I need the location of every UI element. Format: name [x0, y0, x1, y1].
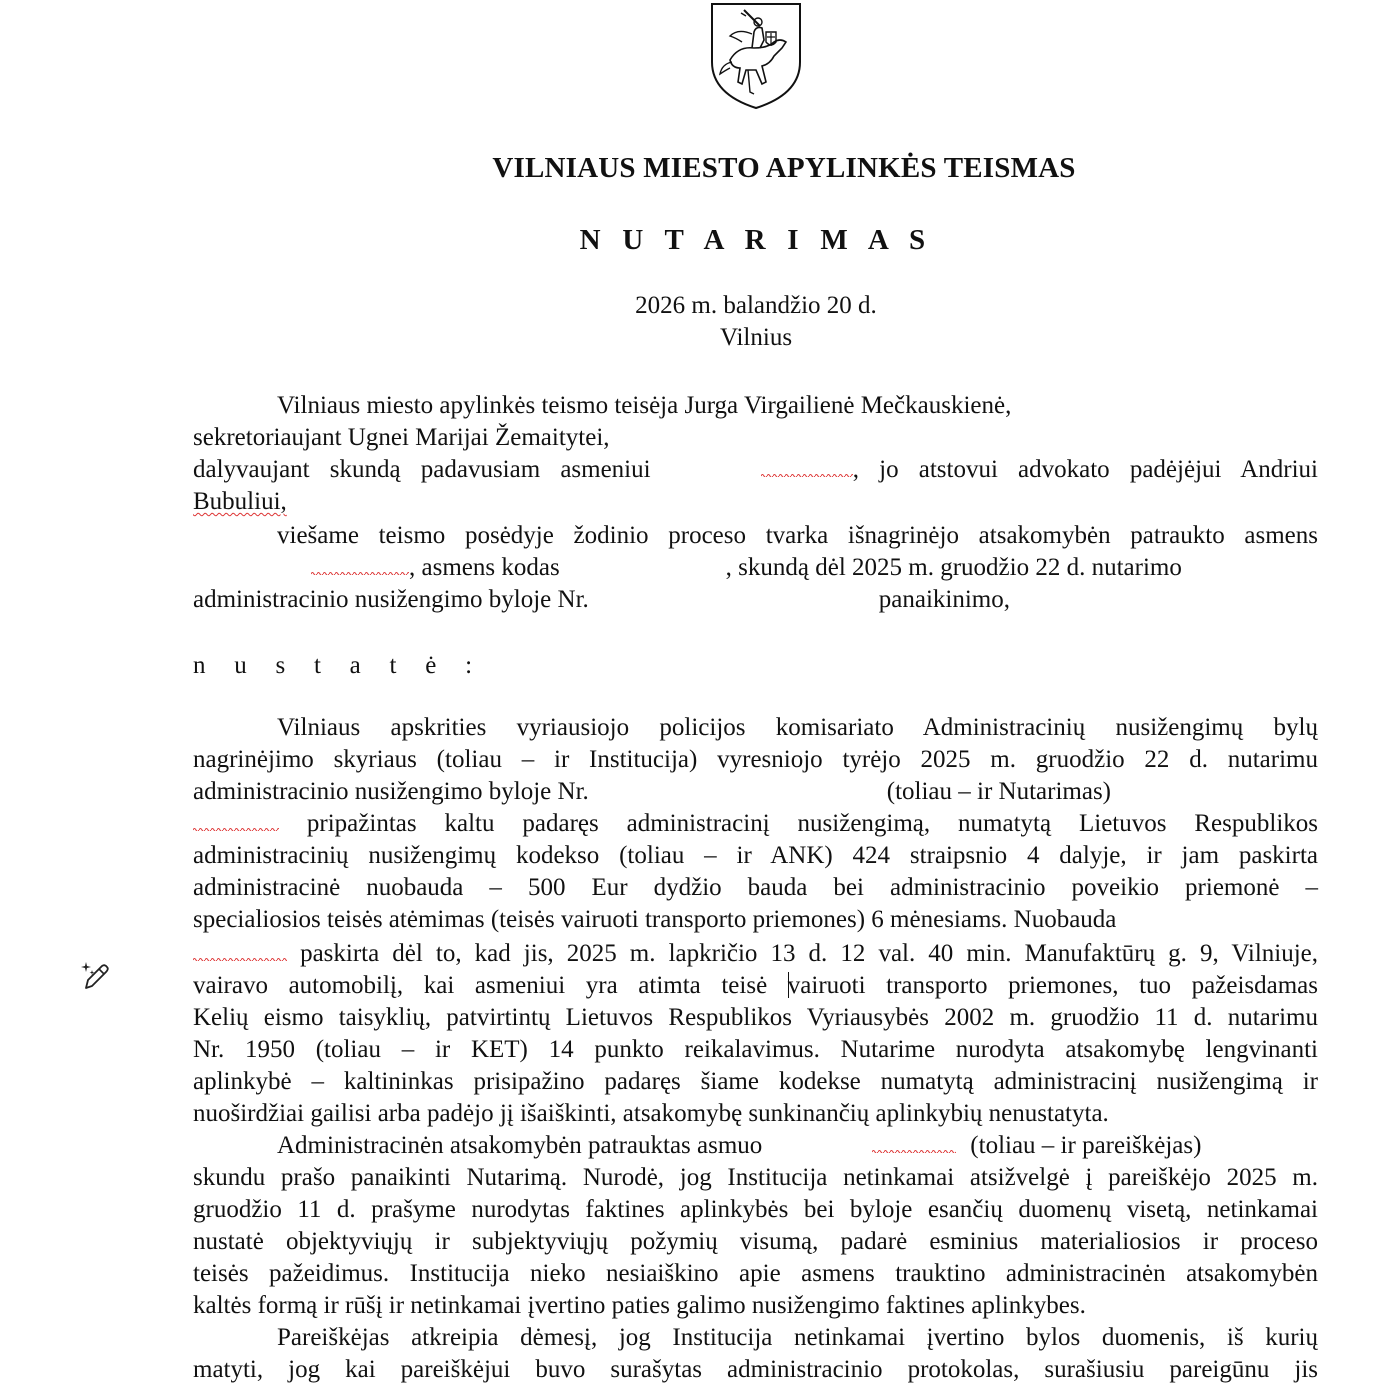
intro-text: , asmens kodas [409, 554, 560, 581]
body-line: aplinkybė – kaltininkas prisipažino padaręs šiame kodekse numatytą administracinį nusižengimą ir [193, 1068, 1318, 1095]
body-line: nuoširdžiai gailisi arba padėjo jį išaiškinti, atsakomybę sunkinančių aplinkybių nenustatyta. [193, 1100, 1109, 1127]
body-line: nagrinėjimo skyriaus (toliau – ir Institucija) vyresniojo tyrėjo 2025 m. gruodžio 22 d. nutarimu [193, 746, 1318, 773]
intro-text: , skundą dėl 2025 m. gruodžio 22 d. nutarimo [725, 554, 1182, 581]
body-text: (toliau – ir pareiškėjas) [970, 1132, 1202, 1159]
body-text: (toliau – ir Nutarimas) [886, 778, 1112, 805]
redacted-name-mark[interactable] [193, 819, 279, 831]
intro-line-code [193, 552, 1318, 584]
body-line: matyti, jog kai pareiškėjui buvo surašytas administracinio protokolas, surašiusiu pareigūnu jis [193, 1356, 1318, 1383]
section-heading-nustate: n u s t a t ė : [193, 652, 484, 679]
body-line: kaltės formą ir rūšį ir netinkamai įvertino paties galimo nusižengimo faktines aplinkybes. [193, 1292, 1086, 1319]
body-line [193, 776, 1318, 808]
body-line [193, 938, 1318, 970]
intro-line-secretary: sekretoriaujant Ugnei Marijai Žemaitytei, [193, 424, 610, 451]
redacted-name-mark[interactable] [872, 1141, 956, 1153]
body-line: gruodžio 11 d. prašyme nurodytas faktines aplinkybės bei byloje esančių duomenų visetą, netinkamai [193, 1196, 1318, 1223]
intro-text: panaikinimo, [878, 586, 1010, 613]
intro-line-case [193, 584, 1318, 616]
misspelled-word[interactable]: Bubuliui, [193, 488, 287, 515]
body-line: skundu prašo panaikinti Nutarimą. Nurodė, jog Institucija netinkamai atsižvelgė į pareiškėjo 2025 m. [193, 1164, 1318, 1191]
body-line: Nr. 1950 (toliau – ir KET) 14 punkto reikalavimus. Nutarime nurodyta atsakomybę lengvinanti [193, 1036, 1318, 1063]
body-line: teisės pažeidimus. Institucija nieko nesiaiškino apie asmens trauktino administracinėn atsakomybėn [193, 1260, 1318, 1287]
body-line: administracinių nusižengimų kodekso (toliau – ir ANK) 424 straipsnio 4 dalyje, ir jam paskirta [193, 842, 1318, 869]
body-line [193, 1130, 1318, 1162]
body-line: administracinė nuobauda – 500 Eur dydžio bauda bei administracinio poveikio priemonė – [193, 874, 1318, 901]
redacted-name-mark[interactable] [761, 465, 853, 477]
body-line: Pareiškėjas atkreipia dėmesį, jog Institucija netinkamai įvertino bylos duomenis, iš kurių [277, 1324, 1318, 1351]
intro-line-judge: Vilniaus miesto apylinkės teismo teisėja Jurga Virgailienė Mečkauskienė, [277, 392, 1012, 419]
document-date: 2026 m. balandžio 20 d. [635, 292, 877, 319]
redacted-name-mark[interactable] [311, 563, 409, 575]
court-name-heading: VILNIAUS MIESTO APYLINKĖS TEISMAS [492, 152, 1076, 184]
redacted-name-mark[interactable] [193, 949, 287, 961]
body-text: vairuoti transporto priemones, tuo pažeisdamas [787, 972, 1318, 999]
body-line [193, 808, 1318, 840]
intro-line-participants [193, 454, 1318, 486]
body-text: Administracinėn atsakomybėn patrauktas asmuo [277, 1132, 763, 1159]
coat-of-arms-icon [708, 2, 804, 110]
body-line: specialiosios teisės atėmimas (teisės vairuoti transporto priemones) 6 mėnesiams. Nuobauda [193, 906, 1117, 933]
intro-line-hearing: viešame teismo posėdyje žodinio proceso tvarka išnagrinėjo atsakomybėn patraukto asmens [277, 522, 1318, 549]
body-text: pripažintas kaltu padaręs administracinį nusižengimą, numatytą Lietuvos Respublikos [306, 810, 1318, 837]
body-line: Kelių eismo taisyklių, patvirtintų Lietuvos Respublikos Vyriausybės 2002 m. gruodžio 11 d. nutarimu [193, 1004, 1318, 1031]
intro-line-name [193, 486, 1318, 518]
ai-sparkle-pencil-icon[interactable] [78, 960, 112, 994]
body-line: nustatė objektyviųjų ir subjektyviųjų požymių visumą, padarė esminius materialiosios ir proceso [193, 1228, 1318, 1255]
intro-text: , jo atstovui advokato padėjėjui Andriui [852, 456, 1319, 483]
intro-text: administracinio nusižengimo byloje Nr. [193, 586, 589, 613]
document-type-heading: N U T A R I M A S [579, 224, 933, 256]
intro-text: dalyvaujant skundą padavusiam asmeniui [193, 456, 651, 483]
body-text: administracinio nusižengimo byloje Nr. [193, 778, 589, 805]
document-place: Vilnius [719, 324, 793, 351]
body-text: vairavo automobilį, kai asmeniui yra atimta teisė [193, 972, 768, 999]
body-line [193, 970, 1318, 1002]
body-text: paskirta dėl to, kad jis, 2025 m. lapkričio 13 d. 12 val. 40 min. Manufaktūrų g. 9, Vilniuje, [300, 940, 1319, 967]
body-line: Vilniaus apskrities vyriausiojo policijos komisariato Administracinių nusižengimų bylų [277, 714, 1318, 741]
